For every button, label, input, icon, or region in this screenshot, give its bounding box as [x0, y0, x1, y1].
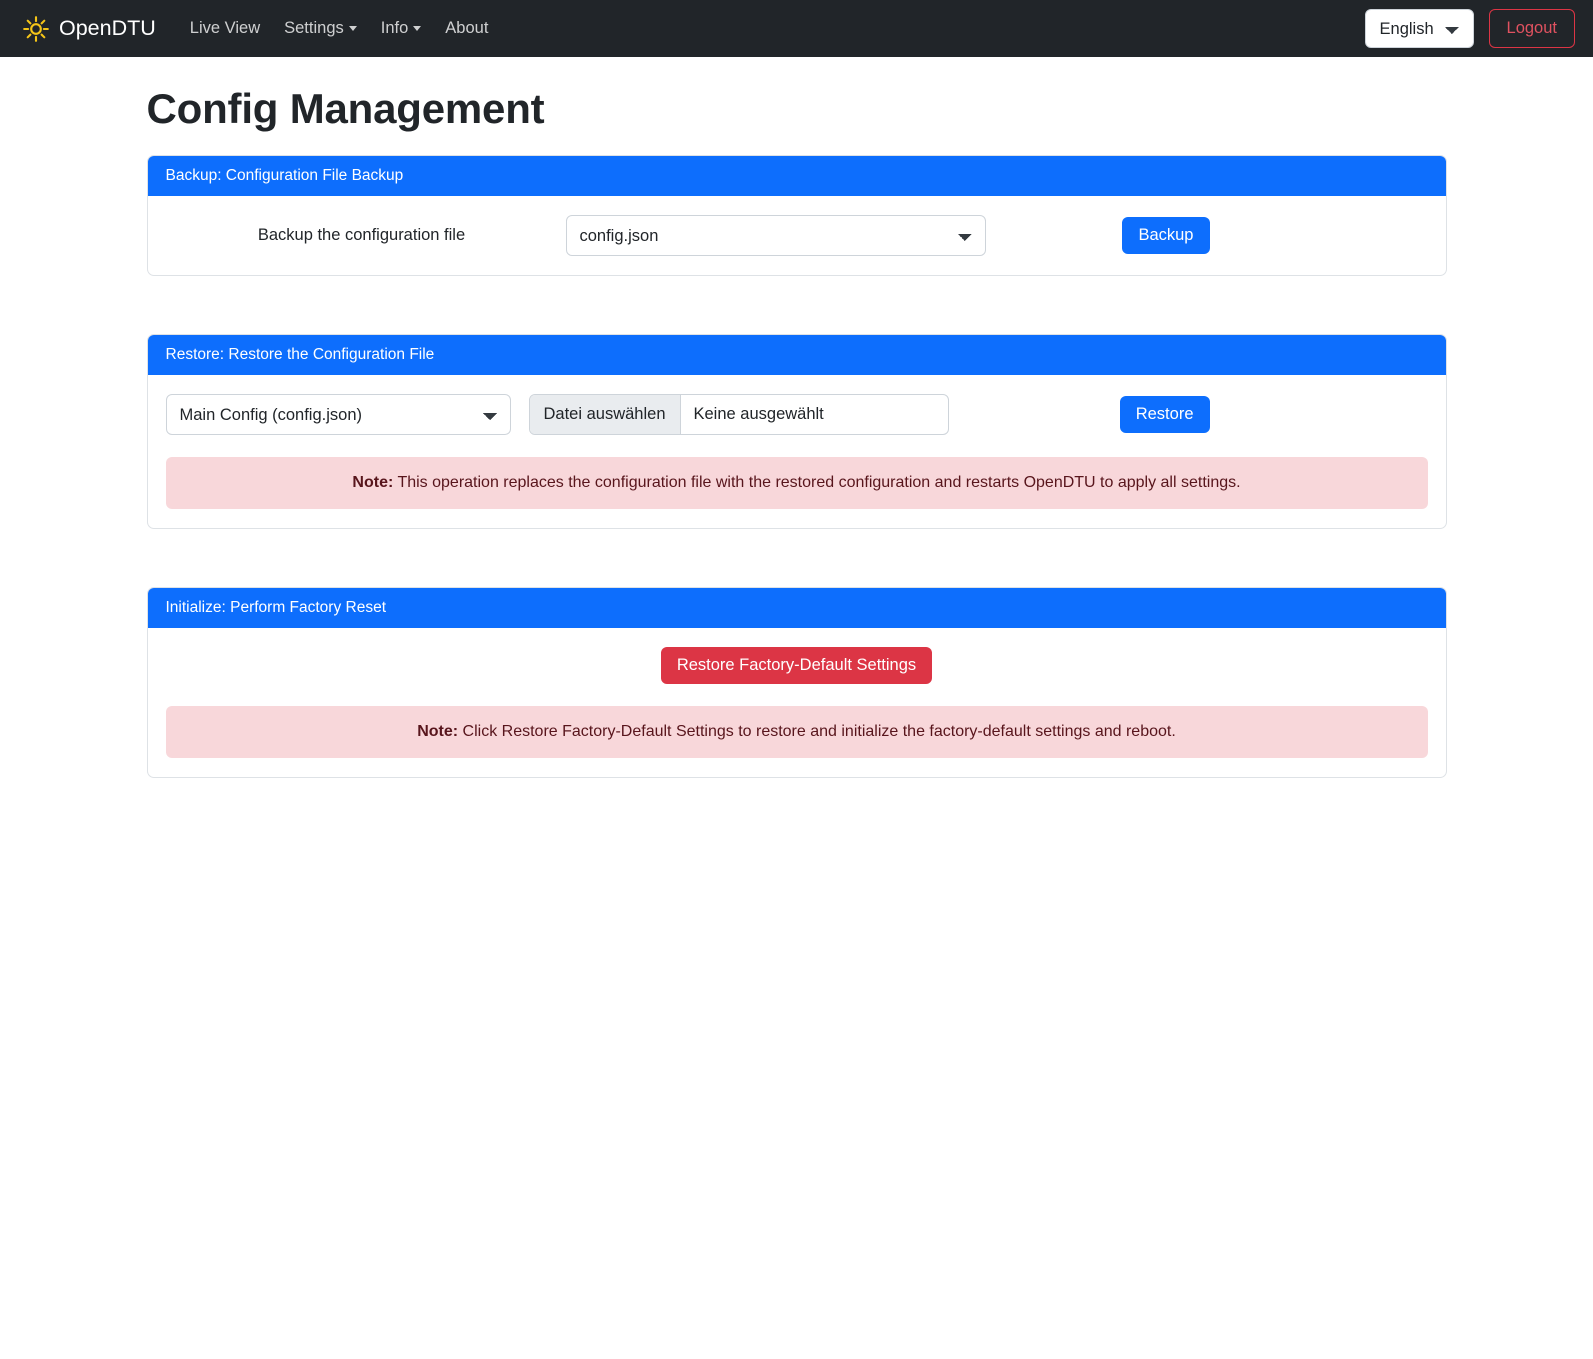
restore-card-header: Restore: Restore the Configuration File: [148, 335, 1446, 375]
restore-button[interactable]: Restore: [1120, 396, 1210, 433]
navbar-right: [1365, 9, 1575, 48]
backup-card: [147, 155, 1447, 276]
initialize-note-text: Click Restore Factory-Default Settings to restore and initialize the factory-default settings and reboot.: [462, 723, 1176, 740]
restore-note-label: Note:: [352, 474, 394, 491]
language-select[interactable]: [1365, 9, 1474, 48]
initialize-card: [147, 587, 1447, 778]
initialize-card-header: Initialize: Perform Factory Reset: [148, 588, 1446, 628]
brand-label: OpenDTU: [59, 16, 156, 40]
choose-file-button[interactable]: Datei auswählen: [530, 395, 681, 434]
page-title: Config Management: [146, 85, 545, 132]
nav-item-settings[interactable]: [272, 11, 369, 46]
nav-item-about-label: About: [445, 19, 489, 37]
backup-card-body: [148, 196, 1446, 275]
page-container: [147, 85, 1447, 778]
nav-item-about[interactable]: [433, 11, 500, 46]
nav-links: [178, 11, 501, 46]
chevron-down-icon: [349, 26, 357, 31]
chevron-down-icon: [413, 26, 421, 31]
initialize-note: [166, 706, 1428, 758]
restore-note-text: This operation replaces the configuration file with the restored configuration and restarts OpenDTU to apply all settings.: [397, 474, 1241, 491]
backup-button[interactable]: Backup: [1122, 217, 1209, 254]
backup-card-header: Backup: Configuration File Backup: [148, 156, 1446, 196]
brand-logo[interactable]: [22, 15, 156, 43]
nav-item-settings-label: Settings: [284, 19, 344, 37]
initialize-note-label: Note:: [417, 723, 459, 740]
backup-file-select[interactable]: [566, 215, 986, 256]
initialize-card-body: [148, 628, 1446, 777]
logout-button[interactable]: Logout: [1489, 9, 1575, 48]
top-navbar: [0, 0, 1593, 57]
backup-file-label: Backup the configuration file: [257, 226, 466, 244]
restore-target-select[interactable]: [166, 394, 511, 435]
nav-item-info-label: Info: [380, 19, 409, 37]
nav-item-live-view[interactable]: [178, 11, 272, 46]
restore-card: [147, 334, 1447, 529]
restore-note: [166, 457, 1428, 509]
factory-reset-button[interactable]: Restore Factory-Default Settings: [661, 647, 932, 684]
restore-file-input[interactable]: [529, 394, 949, 435]
nav-item-info[interactable]: [369, 11, 434, 46]
chosen-file-name: Keine ausgewählt: [693, 405, 824, 423]
restore-card-body: [148, 375, 1446, 528]
nav-item-live-view-label: Live View: [189, 19, 261, 37]
sun-icon: [22, 15, 50, 43]
